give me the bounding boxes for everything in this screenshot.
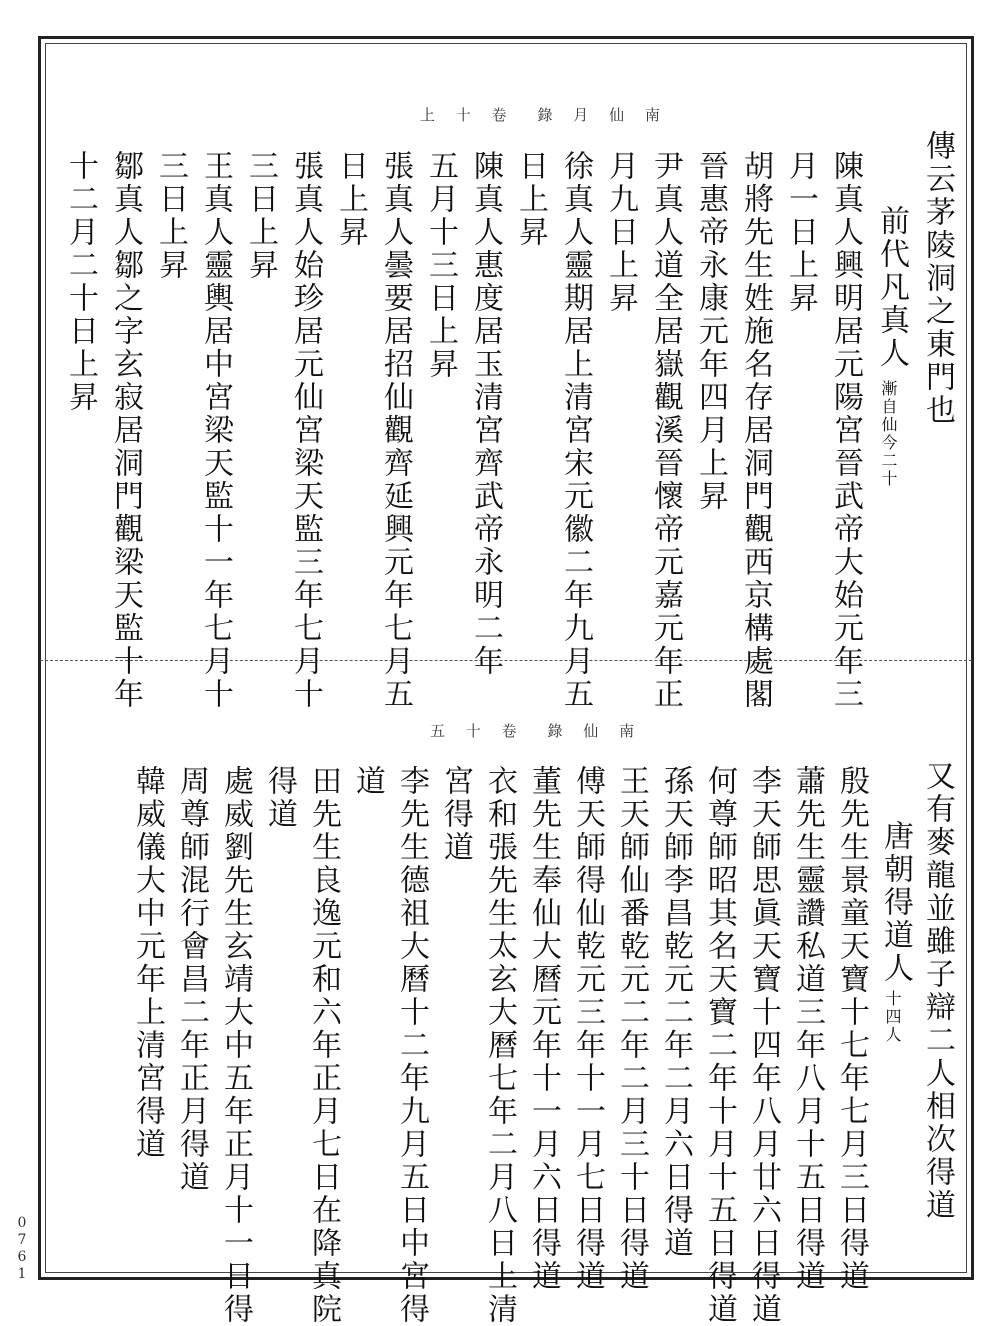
upper-col-7: 尹真人道全居嶽觀溪晉懷帝元嘉元年正: [648, 150, 683, 711]
upper-col-3: 陳真人興明居元陽宮晉武帝大始元年三: [828, 150, 863, 711]
upper-col-15: 張真人始珍居元仙宮梁天監三年七月十: [288, 150, 323, 711]
upper-col-12: 五月十三日上昇: [423, 150, 458, 381]
upper-col-2: 前代凡真人: [874, 205, 909, 370]
lower-col-15: 田先生良逸元和六年正月七日在降真院: [306, 765, 341, 1326]
upper-col-18: 三日上昇: [153, 150, 188, 282]
lower-col-13: 李先生德祖大曆十二年九月五日中宮得: [394, 765, 429, 1326]
upper-col-14: 日上昇: [333, 150, 368, 249]
upper-col-2-note: 漸自仙今二十: [879, 380, 898, 488]
upper-col-19: 鄒真人鄒之字玄寂居洞門觀梁天監十年: [108, 150, 143, 711]
lower-col-14: 道: [350, 765, 385, 798]
upper-col-5: 胡將先生姓施名存居洞門觀西京構處閣: [738, 150, 773, 711]
upper-col-1: 傳云茅陵洞之東門也: [920, 130, 955, 427]
upper-col-8: 月九日上昇: [603, 150, 638, 315]
upper-col-20: 十二月二十日上昇: [63, 150, 98, 414]
lower-col-2-note: 十四人: [883, 990, 902, 1044]
lower-col-10: 董先生奉仙大曆元年十一月六日得道: [526, 765, 561, 1293]
upper-col-4: 月一日上昇: [783, 150, 818, 315]
lower-col-7: 孫天師李昌乾元二年二月六日得道: [658, 765, 693, 1260]
lower-col-1: 又有麥龍並雖子辯二人相次得道: [920, 760, 955, 1222]
lower-col-17: 處威劉先生玄靖大中五年正月十一日得: [218, 765, 253, 1326]
upper-col-10: 日上昇: [513, 150, 548, 249]
upper-col-11: 陳真人惠度居玉清宮齊武帝永明二年: [468, 150, 503, 678]
upper-col-17: 王真人靈輿居中宮梁天監十一年七月十: [198, 150, 233, 711]
lower-col-11: 衣和張先生太玄大曆七年二月八日上清: [482, 765, 517, 1326]
lower-col-9: 傅天師得仙乾元三年十一月七日得道: [570, 765, 605, 1293]
lower-col-3: 殷先生景童天寶十七年七月三日得道: [834, 765, 869, 1293]
upper-col-16: 三日上昇: [243, 150, 278, 282]
lower-col-8: 王天師仙番乾元二年二月三十日得道: [614, 765, 649, 1293]
upper-col-9: 徐真人靈期居上清宮宋元徽二年九月五: [558, 150, 593, 711]
lower-col-5: 李天師思眞天寶十四年八月廿六日得道: [746, 765, 781, 1326]
lower-col-18: 周尊師混行會昌二年正月得道: [174, 765, 209, 1194]
lower-header: 五 十 卷 錄 仙 南: [430, 722, 643, 740]
lower-col-4: 蕭先生靈讚私道三年八月十五日得道: [790, 765, 825, 1293]
upper-col-6: 晉惠帝永康元年四月上昇: [693, 150, 728, 513]
lower-col-12: 宮得道: [438, 765, 473, 864]
lower-col-16: 得道: [262, 765, 297, 831]
upper-header: 上 十 卷 錄 月 仙 南: [420, 106, 668, 124]
lower-col-6: 何尊師昭其名天寶二年十月十五日得道: [702, 765, 737, 1326]
upper-col-13: 張真人曇要居招仙觀齊延興元年七月五: [378, 150, 413, 711]
lower-col-19: 韓威儀大中元年上清宮得道: [130, 765, 165, 1161]
lower-col-2: 唐朝得道人: [878, 820, 913, 985]
page-number: 0761: [14, 1215, 30, 1283]
